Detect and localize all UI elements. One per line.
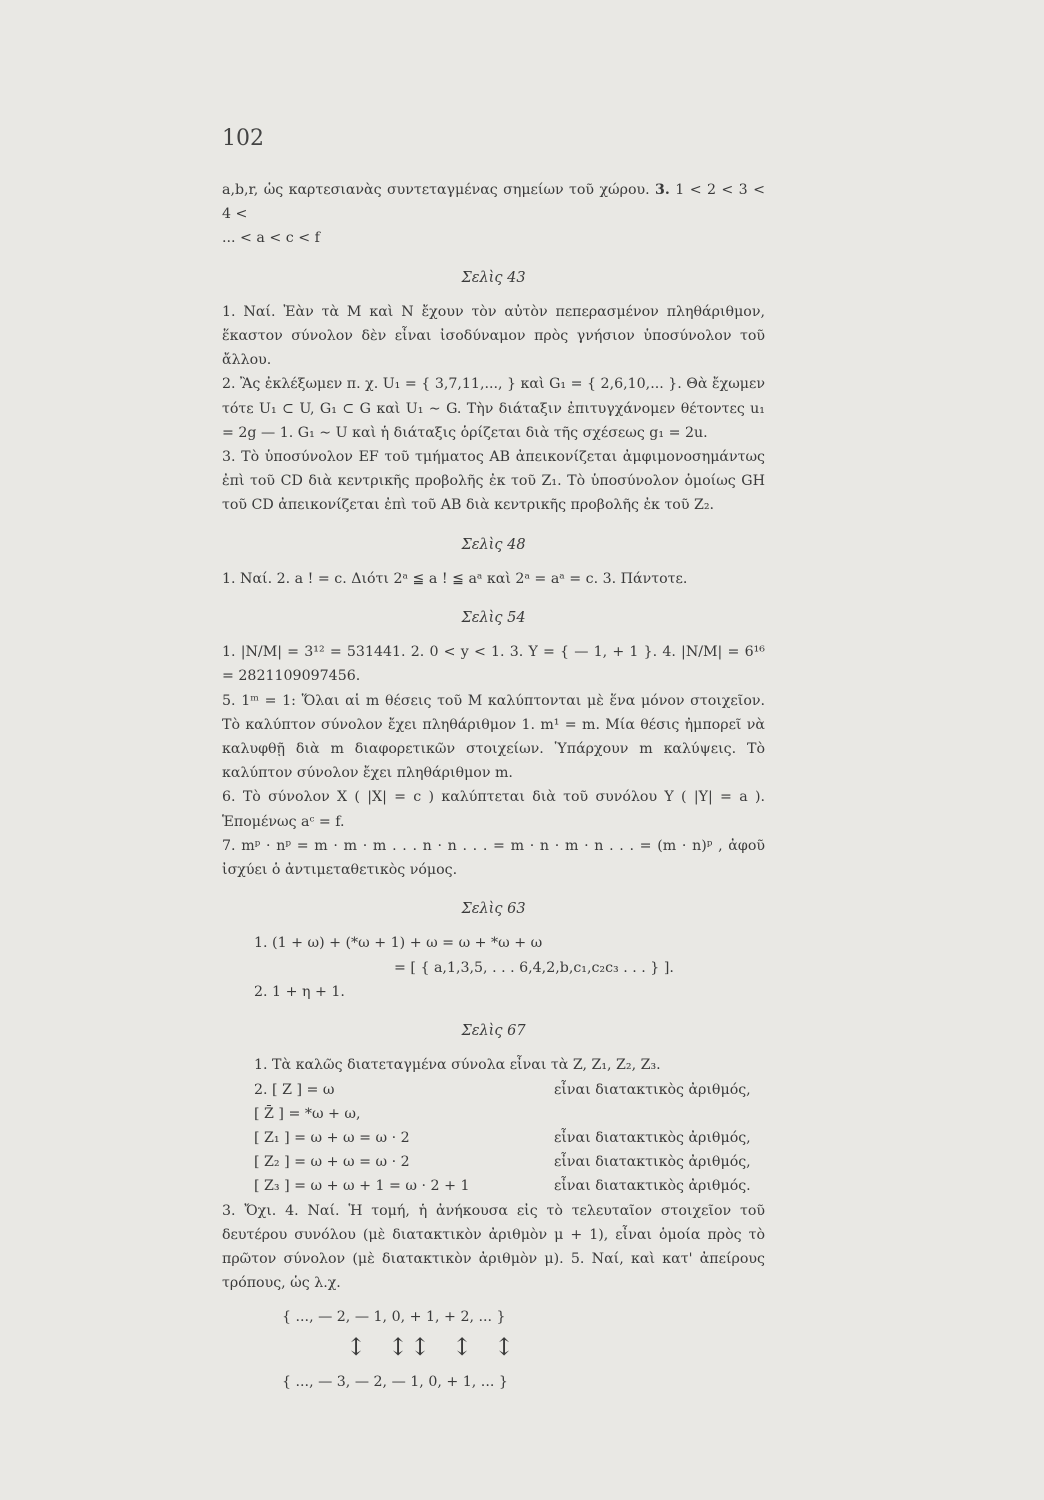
page-content — [222, 178, 765, 1394]
double-arrow-icon: ↕ — [494, 1332, 515, 1361]
page-number: 102 — [222, 126, 264, 151]
s67-row — [222, 1126, 765, 1150]
heading-s63: Σελὶς 63 — [461, 901, 526, 918]
intro-line — [222, 178, 765, 226]
set-integers: { ..., — 2, — 1, 0, + 1, + 2, ... } — [282, 1309, 506, 1326]
s67-row-right: εἶναι διατακτικὸς ἀριθμός. — [554, 1178, 751, 1195]
s67-row — [222, 1102, 765, 1126]
s67-row-left: [ Z₂ ] = ω + ω = ω · 2 — [254, 1154, 410, 1171]
s67-row-left: [ Z₁ ] = ω + ω = ω · 2 — [254, 1129, 410, 1146]
s48-answers: 1. Ναί. 2. a ! = c. Διότι 2ᵃ ≦ a ! ≦ aᵃ καὶ 2ᵃ = aᵃ = c. 3. Πάντοτε. — [222, 570, 688, 587]
double-arrow-icon: ↕ — [410, 1332, 431, 1361]
s67-row-right: εἶναι διατακτικὸς ἀριθμός, — [554, 1081, 751, 1098]
s54-answer-5: 5. 1ᵐ = 1: Ὅλαι αἱ m θέσεις τοῦ M καλύπτονται μὲ ἕνα μόνον στοιχεῖον. Τὸ καλύπτον σύνολον ἔχει πληθάριθμον 1. m¹ = m. Μία θέσις ἠμπορεῖ νὰ καλυφθῇ διὰ m διαφορετικῶν στοιχείων. Ὑπάρχουν m καλύψεις. Τὸ καλύπτον σύνολον ἔχει πληθάριθμον m. — [222, 692, 765, 782]
intro-number: 3. — [655, 182, 670, 198]
s67-row-left: 2. [ Z ] = ω — [254, 1081, 335, 1098]
heading-s48: Σελὶς 48 — [461, 536, 526, 553]
s67-row-right: εἶναι διατακτικὸς ἀριθμός, — [554, 1154, 751, 1171]
intro-sequence-1: 1 < 2 < 3 < 4 < — [222, 182, 765, 223]
s54-answer-6: 6. Τὸ σύνολον X ( |X| = c ) καλύπτεται διὰ τοῦ συνόλου Y ( |Y| = a ). Ἑπομένως aᶜ = f. — [222, 789, 765, 830]
intro-text: a,b,r, ὡς καρτεσιανὰς συντεταγμένας σημείων τοῦ χώρου. — [222, 182, 650, 198]
s63-line-3: 2. 1 + η + 1. — [254, 983, 345, 1000]
s67-line-1: 1. Τὰ καλῶς διατεταγμένα σύνολα εἶναι τὰ Z, Z₁, Z₂, Z₃. — [254, 1057, 661, 1074]
intro-sequence-2: ... < a < c < f — [222, 230, 320, 247]
s67-row-left: [ Z₃ ] = ω + ω + 1 = ω · 2 + 1 — [254, 1178, 470, 1195]
s67-row-left: [ Z̄ ] = *ω + ω, — [254, 1105, 361, 1122]
heading-s54: Σελὶς 54 — [461, 610, 526, 627]
double-arrow-icon: ↕ — [452, 1332, 473, 1361]
bijection-arrows — [282, 1330, 765, 1370]
set-shifted: { ..., — 3, — 2, — 1, 0, + 1, ... } — [282, 1373, 508, 1390]
s43-answer-3: 3. Τὸ ὑποσύνολον EF τοῦ τμήματος AB ἀπεικονίζεται ἀμφιμονοσημάντως ἐπὶ τοῦ CD διὰ κεντρικῆς προβολῆς ἐκ τοῦ Z₁. Τὸ ὑποσύνολον ὁμοίως GH τοῦ CD ἀπεικονίζεται ἐπὶ τοῦ AB διὰ κεντρικῆς προβολῆς ἐκ τοῦ Z₂. — [222, 449, 765, 514]
heading-s67: Σελὶς 67 — [461, 1023, 526, 1040]
s63-line-2: = [ { a,1,3,5, . . . 6,4,2,b,c₁,c₂c₃ . . . } ]. — [394, 959, 674, 976]
s67-row-right: εἶναι διατακτικὸς ἀριθμός, — [554, 1129, 751, 1146]
double-arrow-icon: ↕ — [388, 1332, 409, 1361]
s63-line-1: 1. (1 + ω) + (*ω + 1) + ω = ω + *ω + ω — [254, 935, 543, 952]
s67-row — [222, 1150, 765, 1174]
s67-row — [222, 1174, 765, 1198]
double-arrow-icon: ↕ — [346, 1332, 367, 1361]
s43-answer-2: 2. Ἂς ἐκλέξωμεν π. χ. U₁ = { 3,7,11,..., } καὶ G₁ = { 2,6,10,... }. Θὰ ἔχωμεν τότε U₁ ⊂ U, G₁ ⊂ G καὶ U₁ ∼ G. Τὴν διάταξιν ἐπιτυγχάνομεν θέτοντες u₁ = 2g — 1. G₁ ∼ U καὶ ἡ διάταξις ὁρίζεται διὰ τῆς σχέσεως g₁ = 2u. — [222, 376, 765, 441]
s54-answer-7: 7. mᵖ · nᵖ = m · m · m . . . n · n . . . = m · n · m · n . . . = (m · n)ᵖ , ἀφοῦ ἰσχύει ὁ ἀντιμεταθετικὸς νόμος. — [222, 837, 765, 879]
heading-s43: Σελὶς 43 — [461, 269, 526, 286]
s43-answer-1: 1. Ναί. Ἐὰν τὰ M καὶ N ἔχουν τὸν αὐτὸν πεπερασμένον πληθάριθμον, ἕκαστον σύνολον δὲν εἶναι ἰσοδύναμον πρὸς γνήσιον ὑποσύνολον τοῦ ἄλλου. — [222, 303, 765, 369]
s54-answers-1-4: 1. |N/M| = 3¹² = 531441. 2. 0 < y < 1. 3. Y = { — 1, + 1 }. 4. |N/M| = 6¹⁶ = 2821109097456. — [222, 644, 765, 685]
s67-row — [222, 1078, 765, 1102]
s67-answers-3-5: 3. Ὄχι. 4. Ναί. Ἡ τομή, ἡ ἀνήκουσα εἰς τὸ τελευταῖον στοιχεῖον τοῦ δευτέρου συνόλου (μὲ διατακτικὸν ἀριθμὸν μ + 1), εἶναι ὁμοία πρὸς τὸ πρῶτον σύνολον (μὲ διατακτικὸν ἀριθμὸν μ). 5. Ναί, καὶ κατ' ἀπείρους τρόπους, ὡς λ.χ. — [222, 1202, 765, 1292]
